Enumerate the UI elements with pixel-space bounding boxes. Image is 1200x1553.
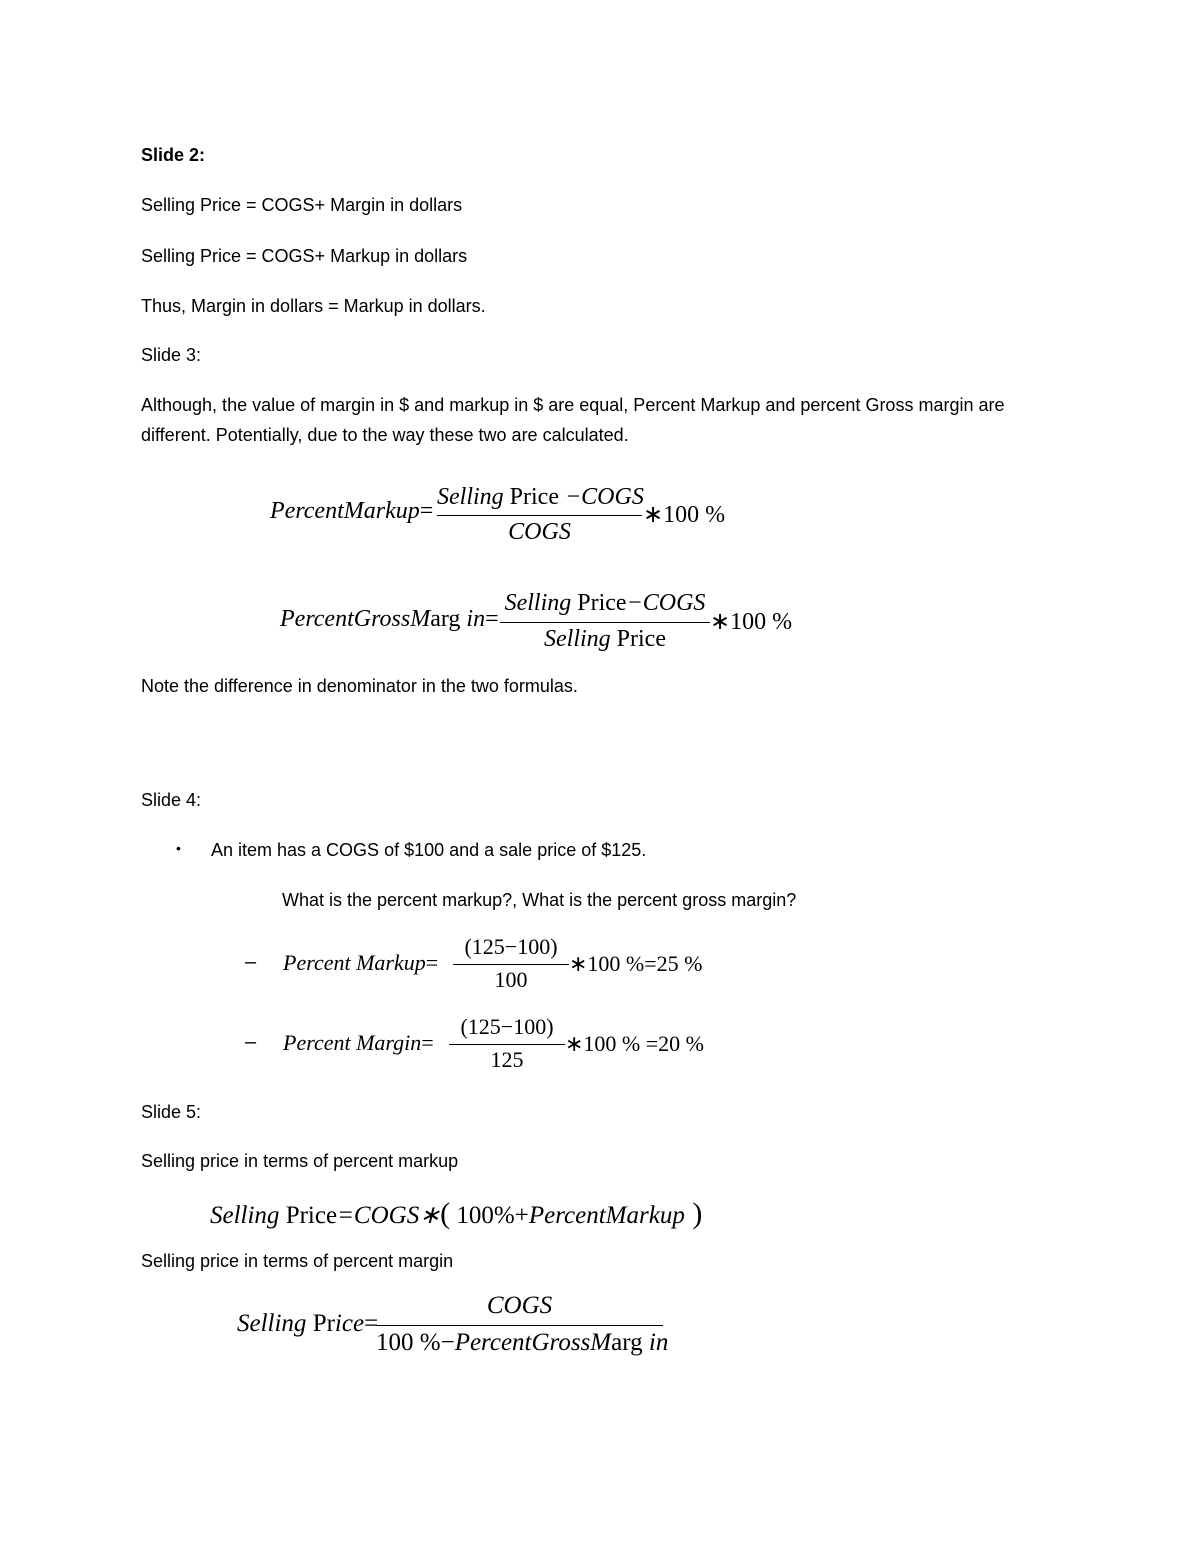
slide2-heading: Slide 2: <box>141 145 206 165</box>
slide5-heading: Slide 5: <box>141 1102 202 1122</box>
percent-markup-formula <box>270 498 433 525</box>
fraction-bar <box>449 1044 565 1045</box>
slide5-line2: Selling price in terms of percent margin <box>141 1251 454 1271</box>
markup-example-fraction <box>453 934 569 994</box>
slide2-line3: Thus, Margin in dollars = Markup in dollars. <box>141 296 486 316</box>
markup-example-formula: Percent Markup= <box>283 950 439 975</box>
bullet-icon: • <box>176 840 181 856</box>
selling-price-margin-formula: Selling Price= <box>237 1310 379 1337</box>
margin-example-formula: Percent Margin= <box>283 1030 434 1055</box>
percent-gross-margin-fraction <box>500 590 710 656</box>
fraction-numerator: (125−100) <box>460 1014 554 1039</box>
formula-lhs: PercentMarkup <box>270 498 420 524</box>
fraction-bar <box>376 1325 663 1326</box>
fraction-bar <box>500 622 710 623</box>
formula-equals: = <box>419 498 434 524</box>
fraction-denominator: 100 <box>494 967 528 992</box>
formula-tail: ∗100 %=25 % <box>569 951 703 976</box>
percent-markup-fraction <box>437 484 642 548</box>
fraction-denominator: 100 %−PercentGrossMarg in <box>376 1329 669 1356</box>
slide3-heading: Slide 3: <box>141 345 202 365</box>
percent-gross-margin-formula: PercentGrossMarg in= <box>280 606 499 632</box>
dash-icon: – <box>245 1031 257 1053</box>
slide3-note: Note the difference in denominator in the two formulas. <box>141 676 578 696</box>
formula-tail: ∗100 % <box>710 609 793 635</box>
selling-price-markup-formula: Selling Price=COGS∗( 100%+PercentMarkup ) <box>210 1197 703 1230</box>
margin-example-fraction <box>449 1014 565 1074</box>
fraction-numerator: COGS <box>486 1292 553 1319</box>
fraction-denominator: Selling Price <box>544 626 666 652</box>
slide3-paragraph: Although, the value of margin in $ and markup in $ are equal, Percent Markup and percent Gross margin are different. Potentially, due to the way these two are calculated. <box>141 395 1005 445</box>
fraction-numerator: Selling Price −COGS <box>437 484 644 510</box>
fraction-denominator: COGS <box>508 519 571 545</box>
fraction-denominator: 125 <box>490 1047 524 1072</box>
formula-tail: ∗100 % <box>643 502 726 528</box>
fraction-numerator: (125−100) <box>464 934 558 959</box>
slide4-question: What is the percent markup?, What is the percent gross margin? <box>282 890 797 910</box>
slide2-line1: Selling Price = COGS+ Margin in dollars <box>141 195 463 215</box>
fraction-bar <box>437 515 642 516</box>
slide4-heading: Slide 4: <box>141 790 202 810</box>
selling-price-margin-fraction <box>376 1292 669 1360</box>
fraction-numerator: Selling Price−COGS <box>504 590 706 616</box>
formula-tail: ∗100 % =20 % <box>565 1031 704 1056</box>
dash-icon: – <box>245 951 257 973</box>
slide4-bullet-text: An item has a COGS of $100 and a sale price of $125. <box>211 840 647 860</box>
slide2-line2: Selling Price = COGS+ Markup in dollars <box>141 246 468 266</box>
slide5-line1: Selling price in terms of percent markup <box>141 1151 459 1171</box>
fraction-bar <box>453 964 569 965</box>
